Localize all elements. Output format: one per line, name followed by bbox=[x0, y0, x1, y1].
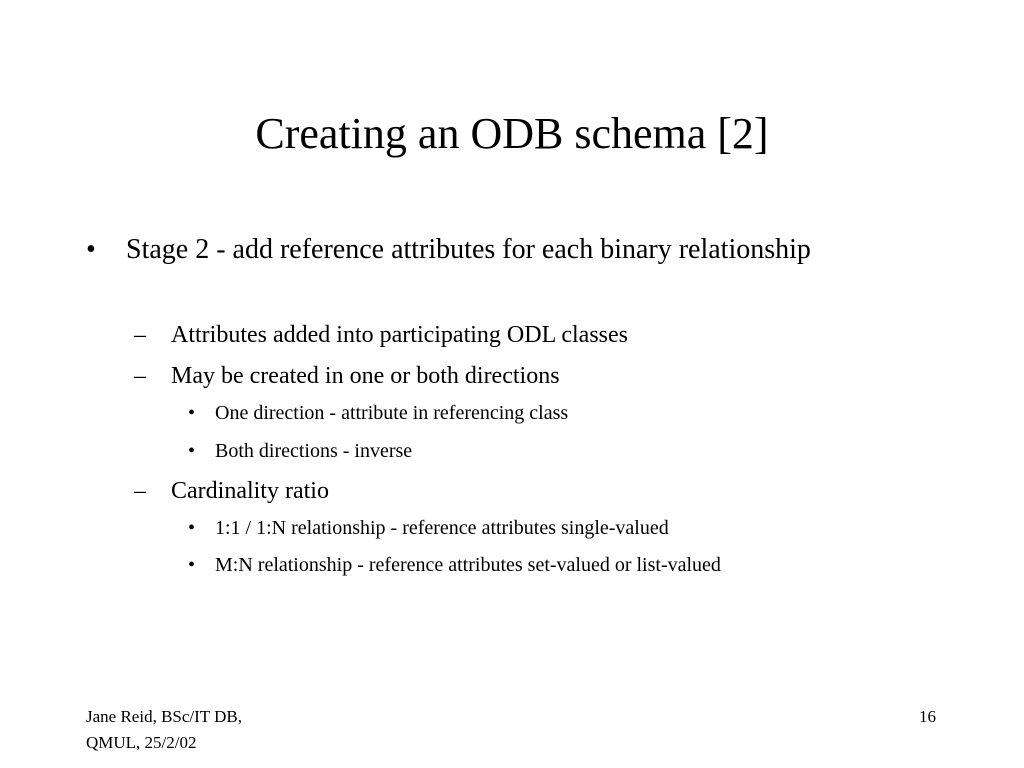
footer-author bbox=[86, 704, 242, 756]
footer-author-line2: QMUL, 25/2/02 bbox=[86, 733, 197, 752]
bullet-level3-single-valued bbox=[188, 515, 669, 541]
bullet-text: Cardinality ratio bbox=[171, 478, 329, 504]
bullet-level3-both-directions bbox=[188, 438, 412, 464]
bullet-marker: • bbox=[86, 234, 96, 265]
bullet-level3-one-direction bbox=[188, 400, 568, 426]
dash-marker: – bbox=[134, 363, 146, 389]
bullet-level1-stage2 bbox=[86, 229, 826, 271]
slide-title: Creating an ODB schema [2] bbox=[255, 109, 769, 158]
bullet-marker: • bbox=[188, 554, 196, 576]
bullet-marker: • bbox=[188, 402, 196, 424]
bullet-level2-cardinality bbox=[134, 476, 329, 506]
bullet-text: Both directions - inverse bbox=[215, 440, 413, 462]
bullet-marker: • bbox=[188, 517, 196, 539]
bullet-text: One direction - attribute in referencing class bbox=[215, 402, 569, 424]
bullet-text: May be created in one or both directions bbox=[171, 363, 560, 389]
footer-author-line1: Jane Reid, BSc/IT DB, bbox=[86, 707, 242, 726]
dash-marker: – bbox=[134, 322, 146, 348]
bullet-text: Attributes added into participating ODL classes bbox=[171, 322, 628, 348]
bullet-level3-set-valued bbox=[188, 552, 721, 578]
bullet-level2-directions bbox=[134, 361, 560, 391]
bullet-level2-attributes-added bbox=[134, 320, 628, 350]
bullet-text: 1:1 / 1:N relationship - reference attributes single-valued bbox=[215, 517, 669, 539]
bullet-marker: • bbox=[188, 440, 196, 462]
bullet-text: M:N relationship - reference attributes set-valued or list-valued bbox=[215, 554, 721, 576]
bullet-text: Stage 2 - add reference attributes for each binary relationship bbox=[126, 234, 811, 265]
page-number: 16 bbox=[919, 707, 936, 726]
dash-marker: – bbox=[134, 478, 146, 504]
